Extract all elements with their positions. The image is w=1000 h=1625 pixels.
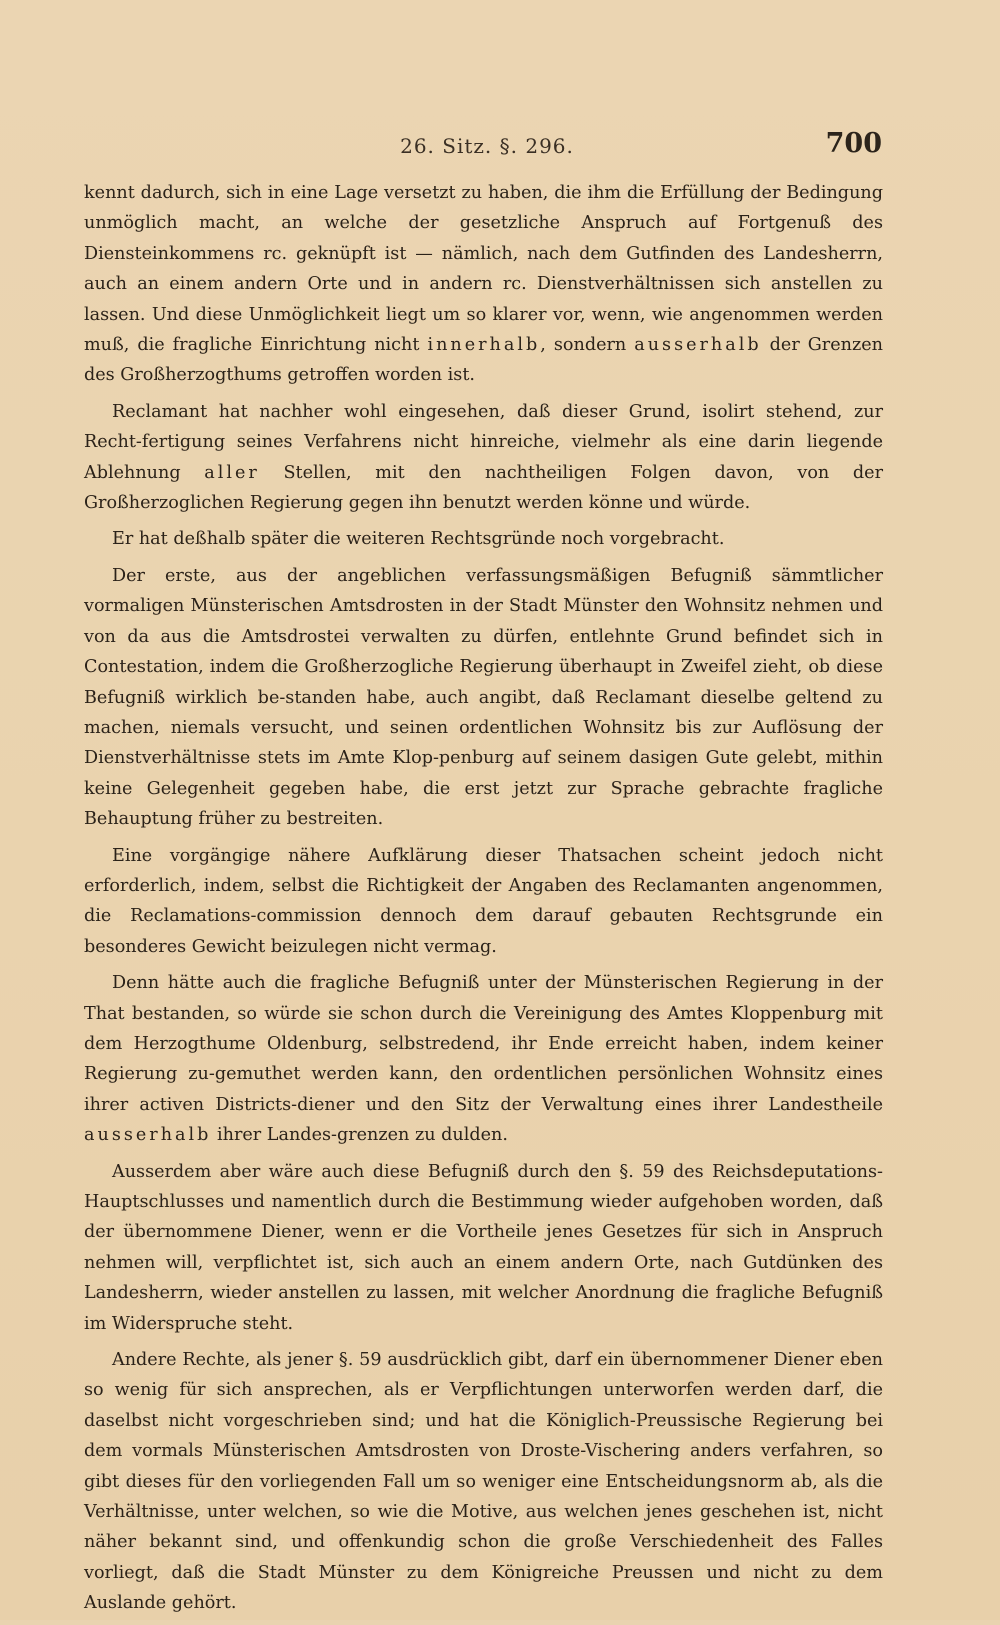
body-text — [84, 178, 883, 1625]
text-run: kennt dadurch, sich in eine Lage versetzt zu haben, die ihm die Erfüllung der Bedingung unmöglich macht, an welche der gesetzliche Anspruch auf Fortgenuß des Diensteinkommens rc. geknüpft ist — nämlich, nach dem Gutfinden des Landesherrn, auch an einem andern Orte und in andern rc. Dienstverhältnissen sich anstellen zu lassen. Und diese Unmöglichkeit liegt um so klarer vor, wenn, wie angenommen werden muß, die fragliche Einrichtung nicht — [84, 183, 883, 356]
paragraph — [84, 841, 883, 963]
paragraph — [84, 968, 883, 1150]
paragraph — [84, 1157, 883, 1339]
spaced-emphasis: aller — [204, 462, 260, 483]
text-run: Eine vorgängige nähere Aufklärung dieser Thatsachen scheint jedoch nicht erforderlich, indem, selbst die Richtigkeit der Angaben des Reclamanten angenommen, die Reclamations-commission dennoch dem darauf gebauten Rechtsgrunde ein besonderes Gewicht beizulegen nicht vermag. — [84, 845, 883, 957]
text-run: der Grenzen des Großherzogthums getroffen worden ist. — [84, 335, 883, 386]
page-number: 700 — [825, 128, 882, 159]
text-run: Ausserdem aber wäre auch diese Befugniß durch den §. 59 des Reichsdeputations-Hauptschlusses und namentlich durch die Bestimmung wieder aufgehoben worden, daß der übernommene Diener, wenn er die Vortheile jenes Gesetzes für sich in Anspruch nehmen will, verpflichtet ist, sich auch an einem andern Orte, nach Gutdünken des Landesherrn, wieder anstellen zu lassen, mit welcher Anordnung die fragliche Befugniß im Widerspruche steht. — [84, 1161, 883, 1334]
paragraph — [84, 1345, 883, 1619]
paragraph — [84, 178, 883, 391]
spaced-emphasis: ausserhalb — [84, 1125, 212, 1146]
running-head: 26. Sitz. §. 296. — [400, 134, 574, 158]
spaced-emphasis: innerhalb — [427, 335, 541, 356]
paragraph — [84, 397, 883, 519]
text-run: Reclamant hat nachher wohl eingesehen, daß dieser Grund, isolirt stehend, zur Recht-fertigung seines Verfahrens nicht hinreiche, vielmehr als eine darin liegende Ablehnung — [84, 401, 883, 483]
text-run: Andere Rechte, als jener §. 59 ausdrücklich gibt, darf ein übernommener Diener eben so wenig für sich ansprechen, als er Verpflichtungen unterworfen werden darf, die daselbst nicht vorgeschrieben sind; und hat die Königlich-Preussische Regierung bei dem vormals Münsterischen Amtsdrosten von Droste-Vischering anders verfahren, so gibt dieses für den vorliegenden Fall um so weniger eine Entscheidungsnorm ab, als die Verhältnisse, unter welchen, so wie die Motive, aus welchen jenes geschehen ist, nicht näher bekannt sind, und offenkundig schon die große Verschiedenheit des Falles vorliegt, daß die Stadt Münster zu dem Königreiche Preussen und nicht zu dem Auslande gehört. — [84, 1350, 883, 1614]
text-run: Stellen, mit den nachtheiligen Folgen davon, von der Großherzoglichen Regierung gegen ihn benutzt werden könne und würde. — [84, 462, 883, 514]
text-run: Der erste, aus der angeblichen verfassungsmäßigen Befugniß sämmtlicher vormaligen Münsterischen Amtsdrosten in der Stadt Münster den Wohnsitz nehmen und von da aus die Amtsdrostei verwalten zu dürfen, entlehnte Grund befindet sich in Contestation, indem die Großherzogliche Regierung überhaupt in Zweifel zieht, ob diese Befugniß wirklich be-standen habe, auch angibt, daß Reclamant dieselbe geltend zu machen, niemals versucht, und seinen ordentlichen Wohnsitz bis zur Auflösung der Dienstverhältnisse stets im Amte Klop-penburg auf seinem dasigen Gute gelebt, mithin keine Gelegenheit gegeben habe, die erst jetzt zur Sprache gebrachte fragliche Behauptung früher zu bestreiten. — [84, 565, 883, 830]
text-run: , sondern — [540, 335, 635, 356]
text-run: Denn hätte auch die fragliche Befugniß unter der Münsterischen Regierung in der That bestanden, so würde sie schon durch die Vereinigung des Amtes Kloppenburg mit dem Herzogthume Oldenburg, selbstredend, ihr Ende erreicht haben, indem keiner Regierung zu-gemuthet werden kann, den ordentlichen persönlichen Wohnsitz eines ihrer activen Districts-diener und den Sitz der Verwaltung eines ihrer Landestheile — [84, 973, 883, 1115]
paragraph — [84, 524, 883, 554]
page-header — [92, 128, 882, 180]
text-run: ihrer Landes-grenzen zu dulden. — [211, 1125, 508, 1146]
paragraph — [84, 561, 883, 835]
text-run: Er hat deßhalb später die weiteren Rechtsgründe noch vorgebracht. — [112, 529, 725, 550]
spaced-emphasis: ausserhalb — [634, 335, 762, 356]
